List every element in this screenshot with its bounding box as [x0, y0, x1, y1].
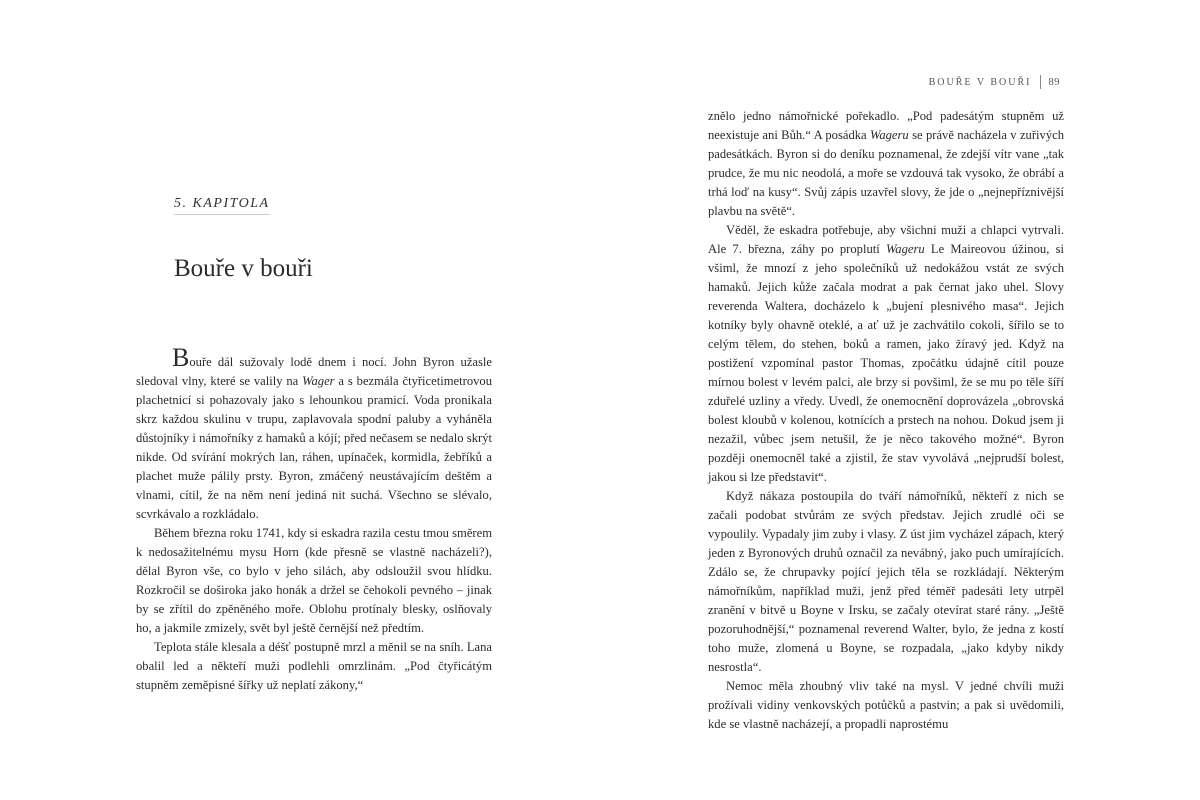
page-number: 89 [1048, 76, 1060, 88]
paragraph: Bouře dál sužovaly lodě dnem i nocí. John Byron užasle sledoval vlny, které se valily na Wager a s bezmála čtyřicetimetrovou plachetnicí si pohazovaly jako s lehounkou pramicí. Voda pronikala skrz každou skulinu v trupu, zaplavovala spodní paluby a vyháněla důstojníky i námořníky z hamaků a kójí; před nečasem se nedalo skrýt nikde. Od svírání mokrých lan, ráhen, upínaček, kormidla, žebříků a plachet muže pálily prsty. Byron, zmáčený neustávajícím deštěm a vlnami, cítil, že na něm není jediná nit suchá. Všechno se slévalo, scvrkávalo a rozkládalo. [136, 343, 493, 521]
paragraph: Když nákaza postoupila do tváří námořníků, někteří z nich se začali podobat stvůrám ze svých představ. Jejich zrudlé oči se vypoulily. Vypadaly jim zuby i vlasy. Z úst jim vycházel zápach, který jeden z Byronových druhů označil za nevábný, jako puch umírajících. Zdálo se, že chrupavky pojící jejich těla se rozkládají. Některým námořníkům, například muži, jenž před téměř padesáti lety utrpěl zranění v bitvě u Boyne v Irsku, se začaly otevírat staré rány. „Ještě pozoruhodnější,“ poznamenal reverend Walter, bylo, že jedna z kostí toho muže, zlomená u Boyne, se rozpadala, „jako kdyby nikdy nesrostla“. [708, 489, 1064, 674]
chapter-title: Bouře v bouři [174, 255, 313, 282]
left-body-text [136, 343, 493, 695]
chapter-label: 5. KAPITOLA [174, 196, 270, 215]
right-body-text [708, 107, 1064, 734]
right-page [600, 0, 1200, 800]
paragraph: Nemoc měla zhoubný vliv také na mysl. V jedné chvíli muži prožívali vidiny venkovských potůčků a pastvin; a pak si uvědomili, kde se vlastně nacházejí, a propadli naprostému [708, 679, 1064, 731]
running-head-divider [1040, 75, 1041, 89]
running-head [929, 75, 1060, 89]
drop-cap: B [172, 343, 190, 372]
paragraph: Teplota stále klesala a déšť postupně mrzl a měnil se na sníh. Lana obalil led a někteří muži podlehli omrzlinám. „Pod čtyřicátým stupněm zeměpisné šířky už neplatí zákony,“ [136, 640, 492, 692]
ship-name: Wageru [885, 242, 925, 256]
ship-name: Wageru [870, 128, 909, 142]
running-head-title: BOUŘE V BOUŘI [928, 76, 1032, 88]
paragraph: Věděl, že eskadra potřebuje, aby všichni muži a chlapci vytrvali. Ale 7. března, záhy po proplutí Wageru Le Maireovou úžinou, si všiml, že mnozí z jeho společníků už nedokážou vstát ze svých hamaků. Jejich kůže začala modrat a pak černat jako uhel. Slovy reverenda Waltera, docházelo k „bujení plesnivého masa“. Jejich kotníky byly ohavně oteklé, a ať už je zachvátilo cokoli, šířilo se to celým tělem, do stehen, boků a ramen, jako žíravý jed. Když na postižení vzpomínal pastor Thomas, zpočátku údajně cítil pouze mírnou bolest v levém palci, ale brzy si povšiml, že se mu po těle šíří zduřelé uzliny a vředy. Uvedl, že onemocnění doprovázela „obrovská bolest kloubů v kolenou, kotnících a prstech na nohou. Dokud jsem ji nezažil, vůbec jsem netušil, že je něco takového možné“. Byron později onemocněl také a zjistil, že stav vyvolává „nejprudší bolest, jakou si lze představit“. [708, 223, 1064, 484]
paragraph: Během března roku 1741, kdy si eskadra razila cestu tmou směrem k nedosažitelnému mysu Horn (kde přesně se vlastně nacházeli?), dělal Byron vše, co bylo v jeho silách, aby odsloužil svou hlídku. Rozkročil se doširoka jako honák a držel se čehokoli pevného – jinak by se zřítil do zpěněného moře. Oblohu protínaly blesky, oslňovaly ho, a jakmile zmizely, svět byl ještě černější než předtím. [136, 526, 492, 635]
ship-name: Wager [302, 374, 335, 388]
paragraph: znělo jedno námořnické pořekadlo. „Pod padesátým stupněm už neexistuje ani Bůh.“ A posádka Wageru se právě nacházela v zuřivých padesátkách. Byron si do deníku poznamenal, že zdejší vítr vane „tak prudce, že mu nic neodolá, a moře se vzdouvá tak vysoko, že obrábí a trhá loď na kusy“. Svůj zápis uzavřel slovy, že jde o „nejnepříznivější plavbu na světě“. [708, 109, 1065, 218]
